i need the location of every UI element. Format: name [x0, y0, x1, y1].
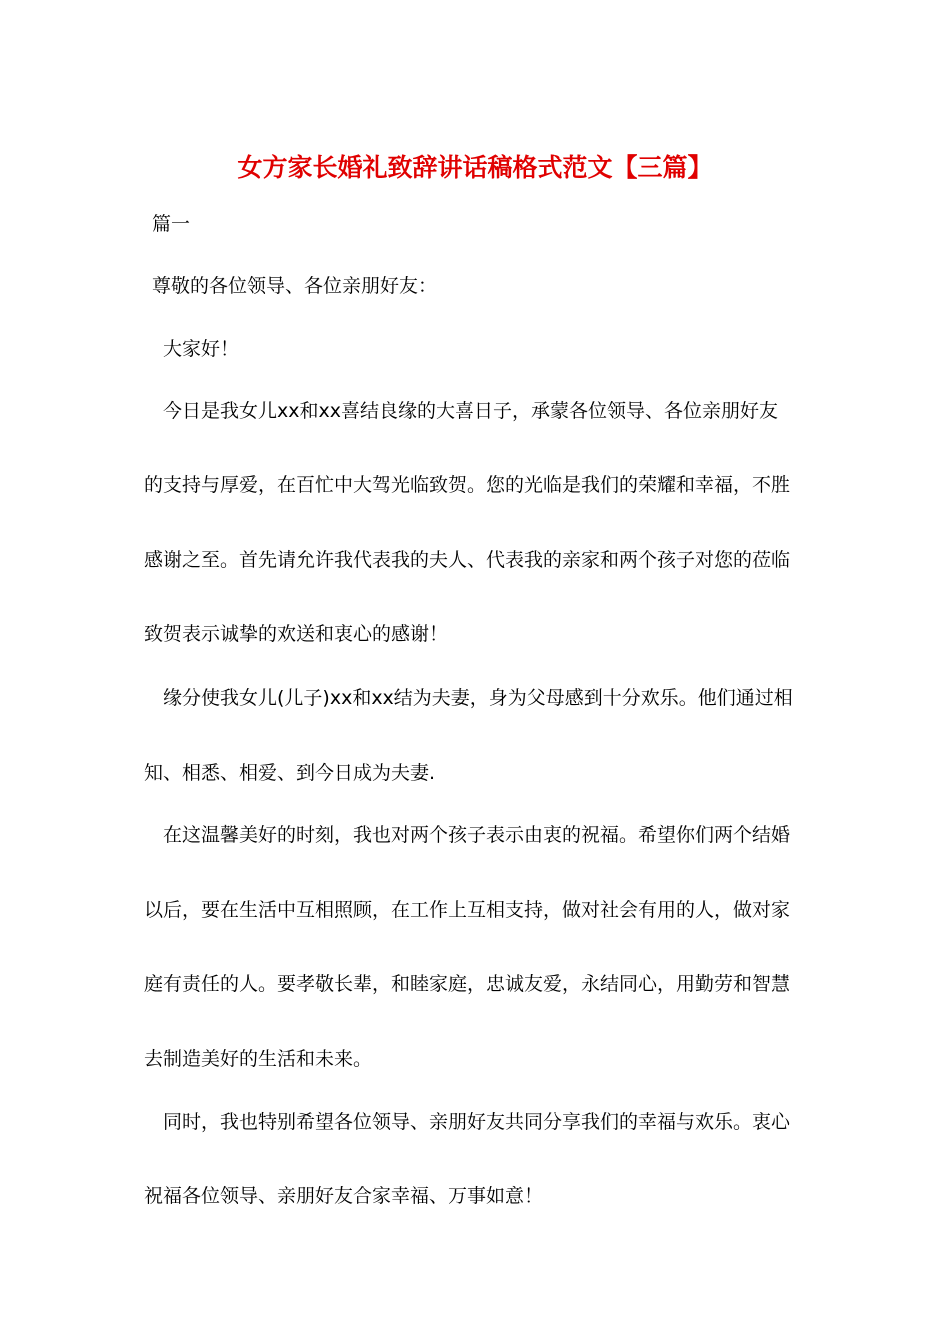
- paragraph-2-line-1: 缘分使我女儿(儿子)xx和xx结为夫妻，身为父母感到十分欢乐。他们通过相: [163, 687, 793, 709]
- paragraph-1-line-1: 今日是我女儿xx和xx喜结良缘的大喜日子，承蒙各位领导、各位亲朋好友: [163, 400, 778, 422]
- greeting: 大家好！: [163, 338, 240, 360]
- paragraph-3-line-1: 在这温馨美好的时刻，我也对两个孩子表示由衷的祝福。希望你们两个结婚: [163, 824, 791, 846]
- salutation: 尊敬的各位领导、各位亲朋好友：: [152, 275, 438, 297]
- section-label: 篇一: [152, 213, 191, 235]
- paragraph-4-line-1: 同时，我也特别希望各位领导、亲朋好友共同分享我们的幸福与欢乐。衷心: [163, 1111, 791, 1133]
- paragraph-1-line-2: 的支持与厚爱，在百忙中大驾光临致贺。您的光临是我们的荣耀和幸福，不胜: [144, 474, 791, 496]
- paragraph-1-line-3: 感谢之至。首先请允许我代表我的夫人、代表我的亲家和两个孩子对您的莅临: [144, 549, 791, 571]
- paragraph-3-line-4: 去制造美好的生活和未来。: [144, 1048, 373, 1070]
- paragraph-3-line-3: 庭有责任的人。要孝敬长辈，和睦家庭，忠诚友爱，永结同心，用勤劳和智慧: [144, 973, 791, 995]
- paragraph-3-line-2: 以后，要在生活中互相照顾，在工作上互相支持，做对社会有用的人，做对家: [144, 899, 791, 921]
- paragraph-2-line-2: 知、相悉、相爱、到今日成为夫妻.: [144, 762, 436, 784]
- paragraph-1-line-4: 致贺表示诚挚的欢送和衷心的感谢！: [144, 623, 449, 645]
- paragraph-4-line-2: 祝福各位领导、亲朋好友合家幸福、万事如意！: [144, 1185, 544, 1207]
- document-title: 女方家长婚礼致辞讲话稿格式范文【三篇】: [237, 153, 713, 182]
